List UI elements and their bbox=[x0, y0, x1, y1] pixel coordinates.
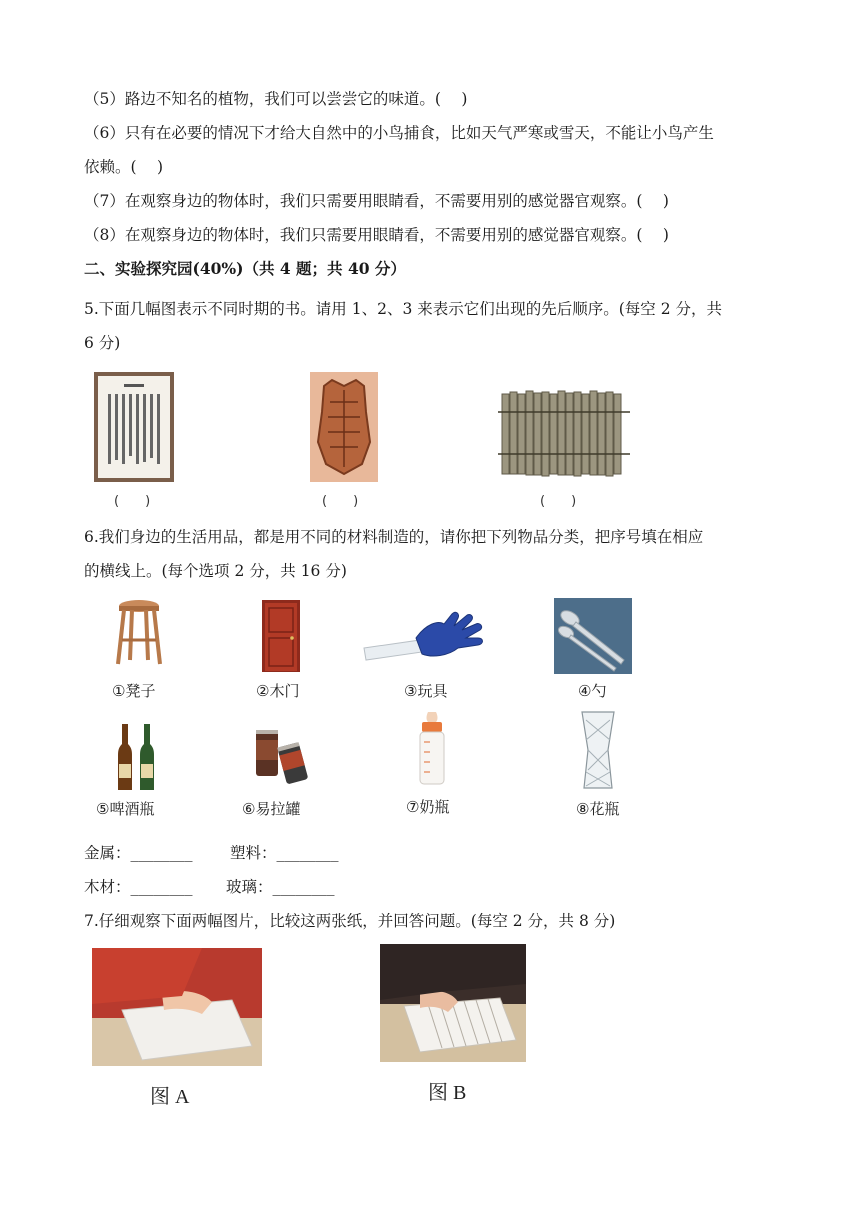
q5-text-line1: 5.下面几幅图表示不同时期的书。请用 1、2、3 来表示它们出现的先后顺序。(每空 2 分，共 bbox=[84, 300, 722, 318]
cans-image bbox=[252, 728, 312, 784]
q6-text-line2: 的横线上。(每个选项 2 分，共 16 分) bbox=[84, 562, 347, 580]
section-heading: 二、实验探究园(40%)（共 4 题；共 40 分） bbox=[84, 259, 406, 278]
figure-b-label: 图 B bbox=[428, 1082, 467, 1104]
item-label-5: ⑤啤酒瓶 bbox=[96, 800, 155, 818]
oracle-bone-image bbox=[310, 372, 378, 482]
glass-answer[interactable]: 玻璃：________ bbox=[226, 878, 335, 896]
baby-bottle-image bbox=[416, 712, 448, 786]
item-label-6: ⑥易拉罐 bbox=[242, 800, 301, 818]
q5-text-line2: 6 分) bbox=[84, 334, 121, 352]
paper-book-image bbox=[94, 372, 174, 482]
item-label-8: ⑧花瓶 bbox=[576, 800, 620, 818]
q6-text-line1: 6.我们身边的生活用品，都是用不同的材料制造的，请你把下列物品分类，把序号填在相应 bbox=[84, 528, 704, 546]
item-label-2: ②木门 bbox=[256, 682, 300, 700]
metal-answer[interactable]: 金属：________ bbox=[84, 844, 193, 862]
item-label-7: ⑦奶瓶 bbox=[406, 798, 450, 816]
q7-text: 7.仔细观察下面两幅图片，比较这两张纸，并回答问题。(每空 2 分，共 8 分) bbox=[84, 912, 616, 930]
spoon-image bbox=[554, 598, 632, 674]
item-7: （7）在观察身边的物体时，我们只需要用眼睛看，不需要用别的感觉器官观察。( ) bbox=[84, 192, 669, 210]
item-6-line2: 依赖。( ) bbox=[84, 158, 164, 176]
figure-a-image bbox=[92, 948, 262, 1066]
item-label-4: ④勺 bbox=[578, 682, 607, 700]
item-label-3: ③玩具 bbox=[404, 682, 448, 700]
q5-blank-3[interactable]: ( ) bbox=[540, 494, 577, 509]
vase-image bbox=[578, 710, 618, 790]
q5-blank-1[interactable]: ( ) bbox=[114, 494, 151, 509]
toy-clapper-image bbox=[360, 610, 490, 672]
q5-blank-2[interactable]: ( ) bbox=[322, 494, 359, 509]
beer-bottles-image bbox=[116, 724, 158, 792]
item-6-line1: （6）只有在必要的情况下才给大自然中的小鸟捕食，比如天气严寒或雪天，不能让小鸟产生 bbox=[84, 124, 714, 142]
figure-a-label: 图 A bbox=[150, 1086, 190, 1108]
item-8: （8）在观察身边的物体时，我们只需要用眼睛看，不需要用别的感觉器官观察。( ) bbox=[84, 226, 669, 244]
bamboo-slips-image bbox=[498, 388, 630, 480]
plastic-answer[interactable]: 塑料：________ bbox=[230, 844, 339, 862]
wood-answer[interactable]: 木材：________ bbox=[84, 878, 193, 896]
item-label-1: ①凳子 bbox=[112, 682, 156, 700]
stool-image bbox=[114, 598, 164, 668]
wooden-door-image bbox=[262, 600, 300, 672]
item-5: （5）路边不知名的植物，我们可以尝尝它的味道。( ) bbox=[84, 90, 468, 108]
figure-b-image bbox=[380, 944, 526, 1062]
